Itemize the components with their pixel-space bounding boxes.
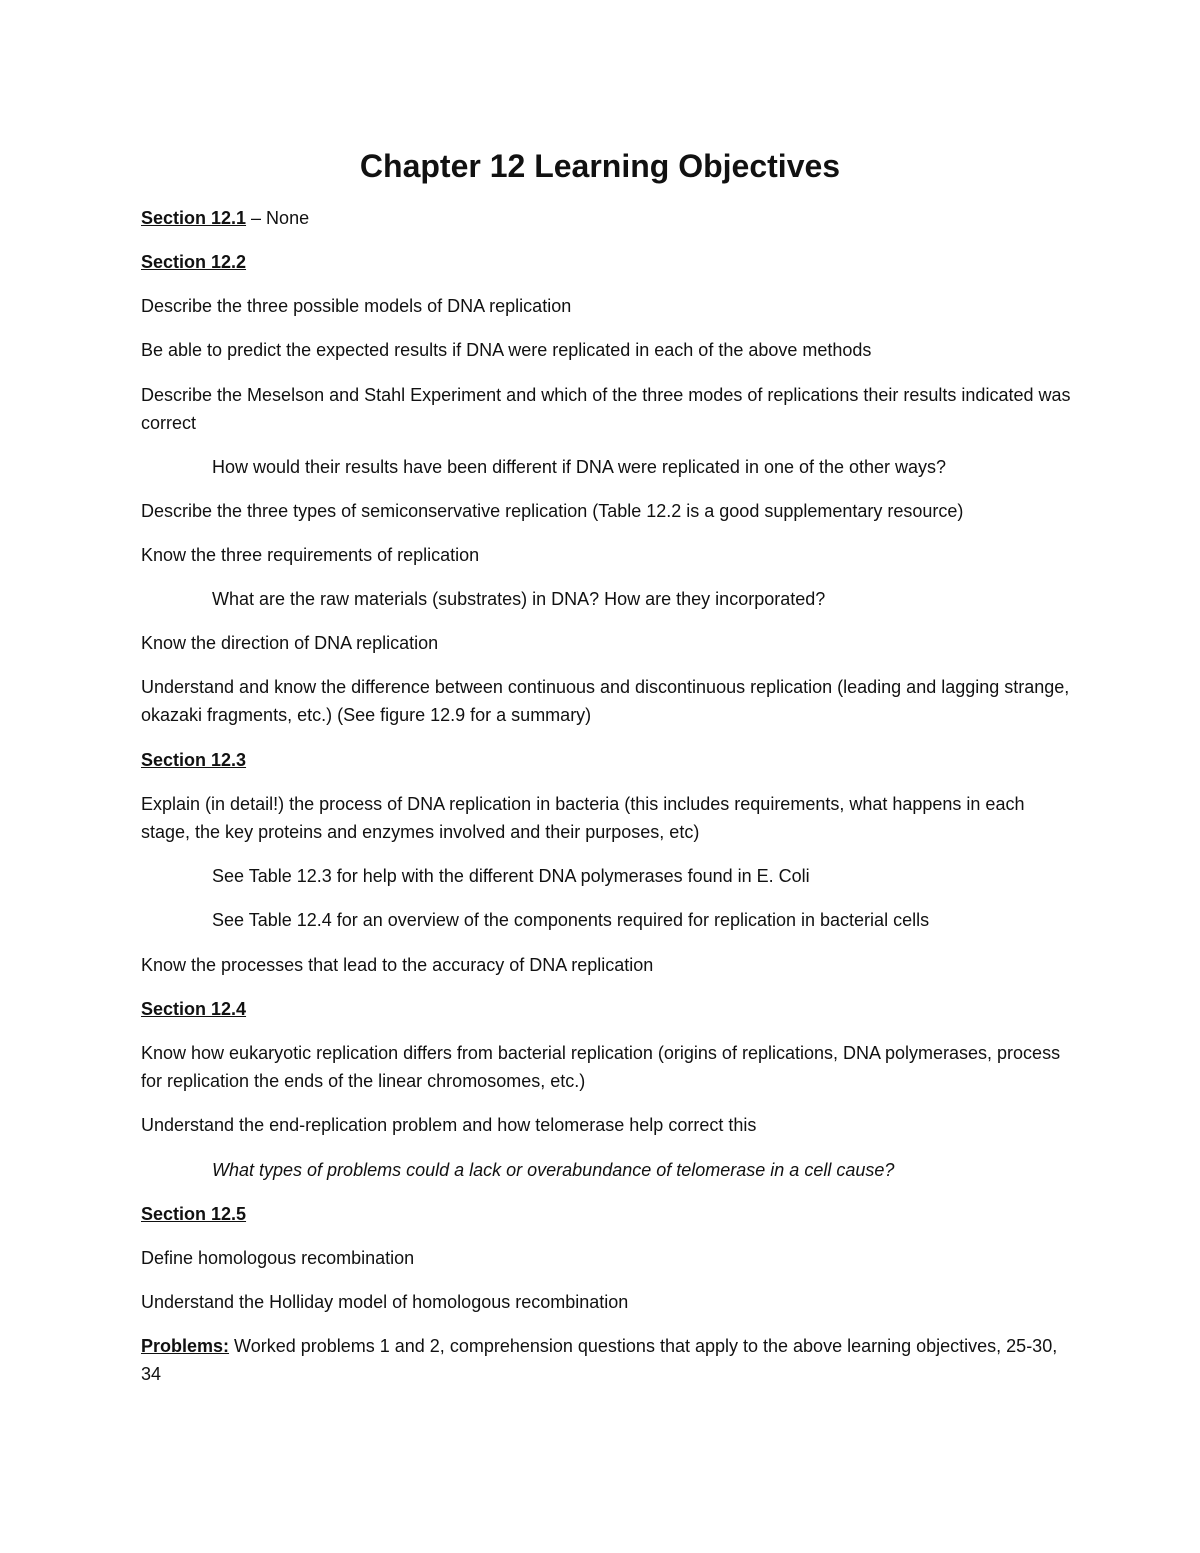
problems-paragraph	[141, 1332, 1071, 1388]
objective: Understand and know the difference between continuous and discontinuous replication (leading and lagging strange, okazaki fragments, etc.) (See figure 12.9 for a summary)	[141, 677, 1070, 725]
objective: Know the direction of DNA replication	[141, 633, 439, 653]
sub-question: What types of problems could a lack or overabundance of telomerase in a cell cause?	[212, 1160, 895, 1180]
section-heading-12-3: Section 12.3	[141, 750, 247, 770]
objective: Describe the three possible models of DNA replication	[141, 296, 572, 316]
objective: Describe the three types of semiconservative replication (Table 12.2 is a good supplementary resource)	[141, 501, 964, 521]
sub-note: See Table 12.4 for an overview of the components required for replication in bacterial cells	[212, 910, 930, 930]
section-heading-12-4: Section 12.4	[141, 999, 247, 1019]
sub-question: How would their results have been different if DNA were replicated in one of the other ways?	[212, 457, 947, 477]
problems-text: Worked problems 1 and 2, comprehension questions that apply to the above learning objectives, 25-30, 34	[141, 1336, 1058, 1384]
section-12-1	[141, 204, 1071, 232]
problems-label: Problems:	[141, 1336, 230, 1356]
objective: Know how eukaryotic replication differs from bacterial replication (origins of replications, DNA polymerases, process for replication the ends of the linear chromosomes, etc.)	[141, 1043, 1061, 1091]
section-heading-12-5: Section 12.5	[141, 1204, 247, 1224]
objective: Know the three requirements of replication	[141, 545, 480, 565]
sub-note: See Table 12.3 for help with the different DNA polymerases found in E. Coli	[212, 866, 810, 886]
objective: Describe the Meselson and Stahl Experiment and which of the three modes of replications their results indicated was correct	[141, 385, 1071, 433]
objective: Understand the Holliday model of homologous recombination	[141, 1292, 629, 1312]
section-heading: Section 12.1	[141, 208, 247, 228]
section-heading-12-2: Section 12.2	[141, 252, 247, 272]
objective: Explain (in detail!) the process of DNA replication in bacteria (this includes requirements, what happens in each stage, the key proteins and enzymes involved and their purposes, etc)	[141, 794, 1025, 842]
objective: Understand the end-replication problem and how telomerase help correct this	[141, 1115, 757, 1135]
objective: Know the processes that lead to the accuracy of DNA replication	[141, 955, 654, 975]
objective: Define homologous recombination	[141, 1248, 415, 1268]
section-note: – None	[246, 208, 310, 228]
sub-question: What are the raw materials (substrates) in DNA? How are they incorporated?	[212, 589, 826, 609]
page-title: Chapter 12 Learning Objectives	[359, 148, 841, 184]
objective: Be able to predict the expected results if DNA were replicated in each of the above methods	[141, 340, 872, 360]
